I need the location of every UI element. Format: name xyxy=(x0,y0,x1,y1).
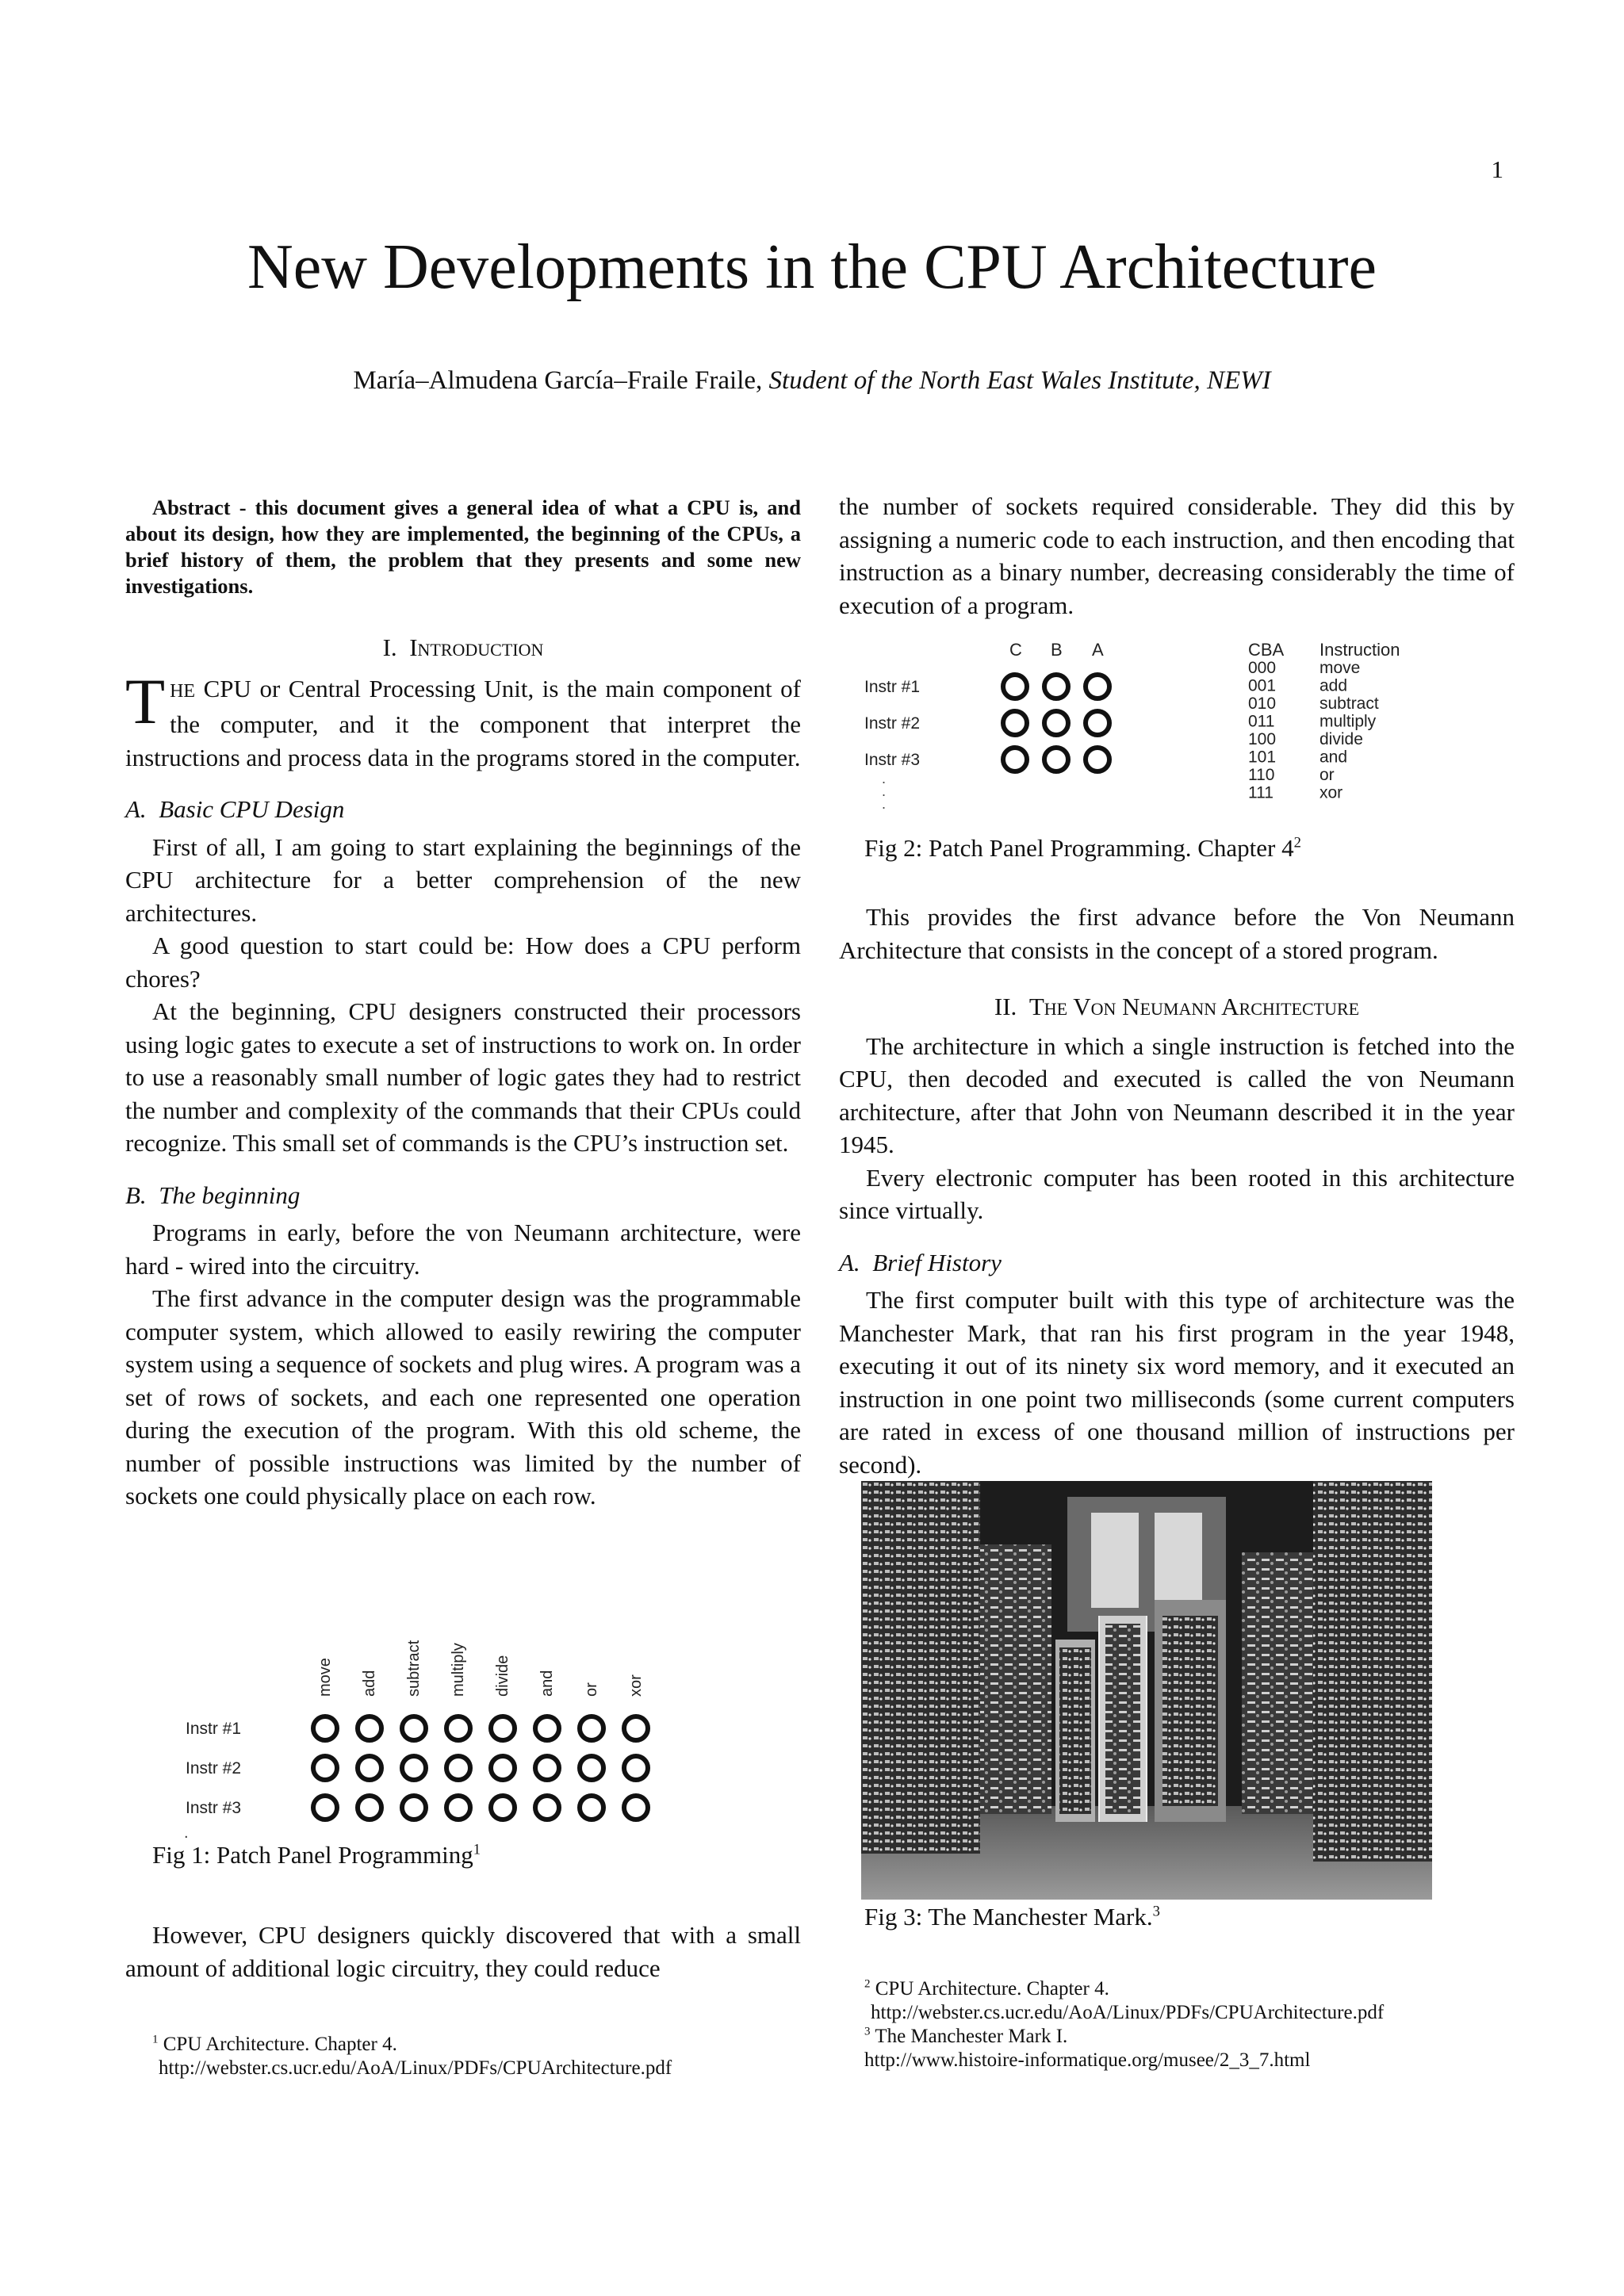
fig1-socket xyxy=(313,1796,337,1820)
page-number: 1 xyxy=(1491,155,1503,183)
fig1-continuation-dot: . xyxy=(184,1824,189,1842)
fig1-socket xyxy=(446,1756,470,1780)
fig2-instruction: xor xyxy=(1320,783,1343,802)
figure-2-patch-panel-encoded xyxy=(856,639,1427,823)
fig1-socket xyxy=(446,1796,470,1820)
fig2-code: 010 xyxy=(1248,695,1277,713)
subsection-heading-the-beginning: B. The beginning xyxy=(125,1181,301,1209)
right-column-middle xyxy=(839,901,1515,1481)
fig2-instruction: subtract xyxy=(1320,695,1379,713)
fig1-socket xyxy=(402,1796,426,1820)
paragraph: This provides the first advance before the Von Neumann Architecture that consists in the concept of a stored program. xyxy=(839,903,1515,964)
fig1-socket xyxy=(624,1796,648,1820)
fig1-socket xyxy=(624,1716,648,1740)
figure-3-manchester-mark-photo xyxy=(861,1481,1432,1900)
fig2-column-label: C xyxy=(1009,640,1022,660)
paragraph: The first advance in the computer design was the programmable computer system, which allowed to easily rewiring the computer system using a sequence of sockets and plug wires. A program was a set of rows of sockets, and each one represented one operation during the execution of the program. With this old scheme, the number of possible instructions was limited by the number of sockets one could physically place on each row. xyxy=(125,1284,801,1510)
fig2-instruction: or xyxy=(1320,766,1335,784)
fig2-code: 000 xyxy=(1248,659,1277,677)
author-line xyxy=(0,366,1624,396)
paper-title: New Developments in the CPU Architecture xyxy=(247,232,1377,302)
footnote-2: $^2$ CPU Architecture. Chapter 4. http://webster.cs.ucr.edu/AoA/Linux/PDFs/CPUArchitecture.pdf xyxy=(864,1977,1522,2025)
fig1-column-label: xor xyxy=(627,1674,645,1697)
paragraph: However, CPU designers quickly discovered that with a small amount of additional logic circuitry, they could reduce xyxy=(125,1921,801,1982)
section-heading-introduction: I. Introduction xyxy=(382,633,544,661)
fig2-socket xyxy=(1003,711,1027,735)
section-title: The Von Neumann Architecture xyxy=(1028,993,1360,1020)
footnote-1-url: http://webster.cs.ucr.edu/AoA/Linux/PDFs/CPUArchitecture.pdf xyxy=(159,2057,672,2079)
paragraph: Every electronic computer has been rooted in this architecture since virtually. xyxy=(839,1163,1515,1224)
intro-smallcaps: HE xyxy=(170,680,196,702)
fig1-column-label: or xyxy=(583,1682,600,1697)
fig2-socket xyxy=(1086,711,1109,735)
fig2-continuation-dot: . xyxy=(882,796,887,812)
fig1-socket xyxy=(535,1716,559,1740)
footnote-2-url: http://webster.cs.ucr.edu/AoA/Linux/PDFs/CPUArchitecture.pdf xyxy=(871,2002,1385,2023)
fig1-socket xyxy=(313,1756,337,1780)
figure-2-caption: Fig 2: Patch Panel Programming. Chapter $4^2$ xyxy=(864,834,1301,862)
fig2-column-label: A xyxy=(1092,640,1104,660)
paragraph: the number of sockets required considerable. They did this by assigning a numeric code to each instruction, and then encoding that instruction as a binary number, decreasing considerably the time of execution of a program. xyxy=(839,492,1515,619)
fig2-row-label: Instr #2 xyxy=(864,714,921,733)
fig1-socket xyxy=(535,1756,559,1780)
fig2-instruction: divide xyxy=(1320,730,1363,748)
fig1-socket xyxy=(358,1716,381,1740)
subsection-heading-brief-history: A. Brief History xyxy=(839,1248,1002,1276)
fig2-code: 001 xyxy=(1248,676,1277,695)
fig1-socket xyxy=(491,1756,515,1780)
fig1-row-label: Instr #3 xyxy=(186,1799,242,1817)
fig1-column-label: multiply xyxy=(450,1643,467,1697)
fig1-socket xyxy=(402,1716,426,1740)
fig1-socket xyxy=(491,1716,515,1740)
fig2-code: 100 xyxy=(1248,730,1277,748)
fig2-header-instruction: Instruction xyxy=(1320,640,1400,660)
fig2-continuation-dot: . xyxy=(882,783,887,799)
fig1-column-label: and xyxy=(538,1670,556,1697)
abstract: Abstract - this document gives a general idea of what a CPU is, and about its design, how they are implemented, the beginning of the CPUs, a brief history of them, the problem that they presents and some new investigations. xyxy=(125,496,801,598)
fig2-code: 101 xyxy=(1248,748,1277,767)
intro-paragraph xyxy=(125,664,801,775)
author-name: María–Almudena García–Fraile Fraile, xyxy=(353,366,763,395)
right-column-top xyxy=(839,490,1515,622)
left-column xyxy=(125,495,801,1513)
fig2-instruction: and xyxy=(1320,748,1348,767)
fig1-column-label: subtract xyxy=(405,1640,423,1697)
author-affiliation: Student of the North East Wales Institute, NEWI xyxy=(768,366,1271,395)
fig1-row-label: Instr #1 xyxy=(186,1720,242,1738)
paragraph: A good question to start could be: How does a CPU perform chores? xyxy=(125,932,801,993)
figure-1-patch-panel xyxy=(174,1617,682,1847)
fig2-instruction: add xyxy=(1320,676,1348,695)
fig2-continuation-dot: . xyxy=(882,771,887,786)
figure-1-caption: Fig 1: Patch Panel Programming$^1$ xyxy=(152,1841,481,1869)
section-heading-von-neumann: II. The Von Neumann Architecture xyxy=(994,993,1360,1020)
fig1-socket xyxy=(535,1796,559,1820)
paragraph: First of all, I am going to start explaining the beginnings of the CPU architecture for a better comprehension of the new architectures. xyxy=(125,832,801,927)
paragraph: At the beginning, CPU designers constructed their processors using logic gates to execute a set of instructions to work on. In order to use a reasonably small number of logic gates they had to restrict the number and complexity of the commands that their CPUs could recognize. This small set of commands is the CPU’s instruction set. xyxy=(125,997,801,1157)
fig2-socket xyxy=(1086,748,1109,771)
fig1-socket xyxy=(402,1756,426,1780)
fig1-socket xyxy=(580,1756,603,1780)
footnote-1: $^1$ CPU Architecture. Chapter 4. http://webster.cs.ucr.edu/AoA/Linux/PDFs/CPUArchitecture.pdf xyxy=(152,2033,771,2080)
fig2-socket xyxy=(1044,711,1068,735)
fig1-socket xyxy=(358,1756,381,1780)
dropcap: T xyxy=(125,664,166,737)
figure-3-caption: Fig 3: The Manchester Mark.$^3$ xyxy=(864,1903,1160,1931)
left-column-bottom xyxy=(125,1919,801,1984)
fig2-column-label: B xyxy=(1051,640,1063,660)
fig2-code: 110 xyxy=(1248,766,1275,784)
fig1-socket xyxy=(580,1796,603,1820)
fig2-code: 111 xyxy=(1248,783,1274,802)
fig2-socket xyxy=(1044,675,1068,698)
subsection-heading-basic-cpu-design: A. Basic CPU Design xyxy=(125,795,345,823)
fig1-socket xyxy=(580,1716,603,1740)
fig1-socket xyxy=(446,1716,470,1740)
fig2-instruction: move xyxy=(1320,659,1361,677)
paragraph: The architecture in which a single instruction is fetched into the CPU, then decoded and executed is called the von Neumann architecture, after that John von Neumann described it in the year 1945. xyxy=(839,1031,1515,1158)
fig2-socket xyxy=(1086,675,1109,698)
fig1-socket xyxy=(358,1796,381,1820)
intro-text: CPU or Central Processing Unit, is the main component of the computer, and it the component that interpret the instructions and process data in the programs stored in the computer. xyxy=(125,674,801,771)
fig2-socket xyxy=(1044,748,1068,771)
fig2-header-cba: CBA xyxy=(1248,640,1285,660)
fig1-column-label: divide xyxy=(494,1655,511,1697)
fig2-code: 011 xyxy=(1248,712,1275,731)
fig2-row-label: Instr #3 xyxy=(864,751,921,769)
fig2-socket xyxy=(1003,675,1027,698)
fig1-socket xyxy=(624,1756,648,1780)
footnote-3: $^3$ The Manchester Mark I. http://www.histoire-informatique.org/musee/2_3_7.html xyxy=(864,2025,1522,2072)
fig2-row-label: Instr #1 xyxy=(864,678,921,696)
paragraph: The first computer built with this type of architecture was the Manchester Mark, that ran his first program in the year 1948, executing it out of its ninety six word memory, and it executed an instruction in one point two milliseconds (some current computers are rated in excess of one thousand million of instructions per second). xyxy=(839,1286,1515,1479)
fig1-socket xyxy=(313,1716,337,1740)
fig1-column-label: move xyxy=(316,1658,334,1697)
fig1-socket xyxy=(491,1796,515,1820)
fig2-socket xyxy=(1003,748,1027,771)
paragraph: Programs in early, before the von Neumann architecture, were hard - wired into the circuitry. xyxy=(125,1219,801,1280)
section-title: Introduction xyxy=(409,633,544,661)
fig1-row-label: Instr #2 xyxy=(186,1759,242,1777)
fig2-instruction: multiply xyxy=(1320,712,1377,731)
fig1-column-label: add xyxy=(361,1670,378,1697)
footnote-3-url: http://www.histoire-informatique.org/musee/2_3_7.html xyxy=(864,2049,1311,2071)
